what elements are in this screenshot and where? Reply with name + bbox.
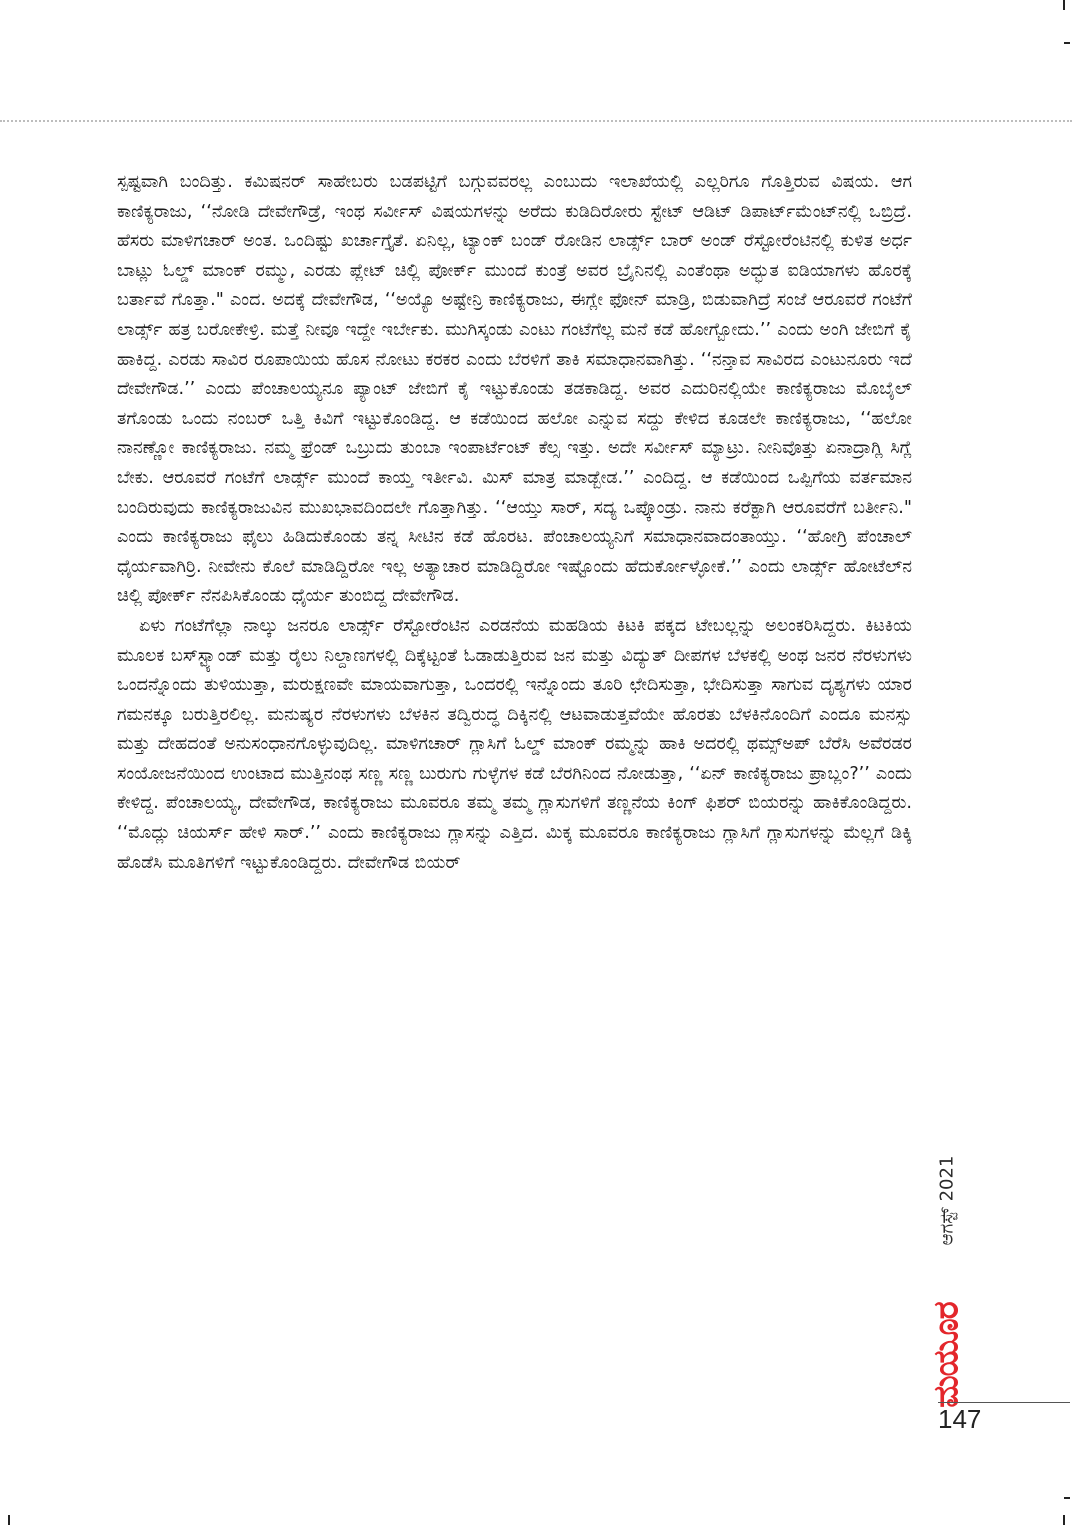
crop-mark-bottom [1063, 1515, 1065, 1525]
crop-mark-top-right [1064, 42, 1070, 44]
page-number: 147 [938, 1404, 982, 1434]
crop-mark-bottom-right [1064, 1497, 1070, 1499]
article-paragraph: ಏಳು ಗಂಟೆಗೆಲ್ಲಾ ನಾಲ್ಕು ಜನರೂ ಲಾರ್ಡ್ಸ್ ರೆಸ್ಟೋರೆಂಟಿನ ಎರಡನೆಯ ಮಹಡಿಯ ಕಿಟಕಿ ಪಕ್ಕದ ಟೇಬಲ್ಲನ್ನು ಅಲಂಕರಿಸಿದ್ದರು. ಕಿಟಕಿಯ ಮೂಲಕ ಬಸ್‌ಸ್ಟ್ಯಾಂಡ್ ಮತ್ತು ರೈಲು ನಿಲ್ದಾಣಗಳಲ್ಲಿ ದಿಕ್ಕೆಟ್ಟಂತೆ ಓಡಾಡುತ್ತಿರುವ ಜನ ಮತ್ತು ವಿದ್ಯುತ್ ದೀಪಗಳ ಬೆಳಕಲ್ಲಿ ಅಂಥ ಜನರ ನೆರಳುಗಳು ಒಂದನ್ನೊಂದು ತುಳಿಯುತ್ತಾ, ಮರುಕ್ಷಣವೇ ಮಾಯವಾಗುತ್ತಾ, ಒಂದರಲ್ಲಿ ಇನ್ನೊಂದು ತೂರಿ ಛೇದಿಸುತ್ತಾ, ಭೇದಿಸುತ್ತಾ ಸಾಗುವ ದೃಶ್ಯಗಳು ಯಾರ ಗಮನಕ್ಕೂ ಬರುತ್ತಿರಲಿಲ್ಲ. ಮನುಷ್ಯರ ನೆರಳುಗಳು ಬೆಳಕಿನ ತದ್ವಿರುದ್ಧ ದಿಕ್ಕಿನಲ್ಲಿ ಆಟವಾಡುತ್ತವೆಯೇ ಹೊರತು ಬೆಳಕಿನೊಂದಿಗೆ ಎಂದೂ ಮನಸ್ಸು ಮತ್ತು ದೇಹದಂತೆ ಅನುಸಂಧಾನಗೊಳ್ಳುವುದಿಲ್ಲ. ಮಾಳಿಗಚಾರ್ ಗ್ಲಾಸಿಗೆ ಓಲ್ಡ್ ಮಾಂಕ್ ರಮ್ಮನ್ನು ಹಾಕಿ ಅದರಲ್ಲಿ ಥಮ್ಸ್‌ಅಪ್ ಬೆರೆಸಿ ಅವೆರಡರ ಸಂಯೋಜನೆಯಿಂದ ಉಂಟಾದ ಮುತ್ತಿನಂಥ ಸಣ್ಣ ಸಣ್ಣ ಬುರುಗು ಗುಳ್ಳೆಗಳ ಕಡೆ ಬೆರಗಿನಿಂದ ನೋಡುತ್ತಾ, ‘‘ಏನ್ ಕಾಣಿಕ್ಯರಾಜು ಪ್ರಾಬ್ಲಂ?’’ ಎಂದು ಕೇಳಿದ್ದ. ಪೆಂಚಾಲಯ್ಯ, ದೇವೇಗೌಡ, ಕಾಣಿಕ್ಯರಾಜು ಮೂವರೂ ತಮ್ಮ ತಮ್ಮ ಗ್ಲಾಸುಗಳಿಗೆ ತಣ್ಣನೆಯ ಕಿಂಗ್ ಫಿಶರ್ ಬಿಯರನ್ನು ಹಾಕಿಕೊಂಡಿದ್ದರು. ‘‘ಮೊದ್ಲು ಚಿಯರ್ಸ್ ಹೇಳಿ ಸಾರ್.’’ ಎಂದು ಕಾಣಿಕ್ಯರಾಜು ಗ್ಲಾಸನ್ನು ಎತ್ತಿದ. ಮಿಕ್ಕ ಮೂವರೂ ಕಾಣಿಕ್ಯರಾಜು ಗ್ಲಾಸಿಗೆ ಗ್ಲಾಸುಗಳನ್ನು ಮೆಲ್ಲಗೆ ಡಿಕ್ಕಿ ಹೊಡೆಸಿ ಮೂತಿಗಳಿಗೆ ಇಟ್ಟುಕೊಂಡಿದ್ದರು. ದೇವೇಗೌಡ ಬಿಯರ್ [117, 615, 912, 873]
page-number-rule [938, 1402, 1070, 1403]
header-dotted-rule [0, 120, 1072, 122]
magazine-logo [922, 1300, 972, 1410]
side-strip [922, 1110, 972, 1410]
issue-date-text: ಆಗಸ್ಟ್ 2021 [936, 1155, 958, 1245]
crop-mark-top [1063, 0, 1065, 10]
article-body [117, 168, 912, 878]
magazine-logo-text: ಮಯೂರ [927, 1302, 967, 1408]
issue-date [922, 1110, 972, 1290]
article-paragraph: ಸ್ಪಷ್ಟವಾಗಿ ಬಂದಿತ್ತು. ಕಮಿಷನರ್ ಸಾಹೇಬರು ಬಡಪಟ್ಟಿಗೆ ಬಗ್ಗುವವರಲ್ಲ ಎಂಬುದು ಇಲಾಖೆಯಲ್ಲಿ ಎಲ್ಲರಿಗೂ ಗೊತ್ತಿರುವ ವಿಷಯ. ಆಗ ಕಾಣಿಕ್ಯರಾಜು, ‘‘ನೋಡಿ ದೇವೇಗೌಡ್ರೆ, ಇಂಥ ಸರ್ವೀಸ್ ವಿಷಯಗಳನ್ನು ಅರೆದು ಕುಡಿದಿರೋರು ಸ್ಟೇಟ್ ಆಡಿಟ್ ಡಿಪಾರ್ಟ್‌ಮೆಂಟ್‌ನಲ್ಲಿ ಒಬ್ರಿದ್ರೆ. ಹೆಸರು ಮಾಳಿಗಚಾರ್ ಅಂತ. ಒಂದಿಷ್ಟು ಖರ್ಚಾಗ್ತೈತೆ. ಏನಿಲ್ಲ, ಟ್ಯಾಂಕ್ ಬಂಡ್ ರೋಡಿನ ಲಾರ್ಡ್ಸ್ ಬಾರ್ ಅಂಡ್ ರೆಸ್ಟೋರೆಂಟಿನಲ್ಲಿ ಕುಳಿತ ಅರ್ಧ ಬಾಟ್ಲು ಓಲ್ಡ್ ಮಾಂಕ್ ರಮ್ಮು, ಎರಡು ಪ್ಲೇಟ್ ಚಿಲ್ಲಿ ಪೋರ್ಕ್ ಮುಂದೆ ಕುಂತ್ರೆ ಅವರ ಬ್ರೈನಿನಲ್ಲಿ ಎಂತೆಂಥಾ ಅದ್ಭುತ ಐಡಿಯಾಗಳು ಹೊರಕ್ಕೆ ಬರ್ತಾವೆ ಗೊತ್ತಾ." ಎಂದ. ಅದಕ್ಕೆ ದೇವೇಗೌಡ, ‘‘ಅಯ್ಯೊ ಅಷ್ಟೇನ್ರಿ ಕಾಣಿಕ್ಯರಾಜು, ಈಗ್ಲೇ ಫೋನ್ ಮಾಡ್ರಿ, ಬಿಡುವಾಗಿದ್ರೆ ಸಂಜೆ ಆರೂವರೆ ಗಂಟೆಗೆ ಲಾರ್ಡ್ಸ್ ಹತ್ರ ಬರೋಕೇಳ್ರಿ. ಮತ್ತೆ ನೀವೂ ಇದ್ದೇ ಇರ್ಬೇಕು. ಮುಗಿಸ್ಕಂಡು ಎಂಟು ಗಂಟೆಗೆಲ್ಲ ಮನೆ ಕಡೆ ಹೋಗ್ಬೋದು.’’ ಎಂದು ಅಂಗಿ ಜೇಬಿಗೆ ಕೈ ಹಾಕಿದ್ದ. ಎರಡು ಸಾವಿರ ರೂಪಾಯಿಯ ಹೊಸ ನೋಟು ಕರಕರ ಎಂದು ಬೆರಳಿಗೆ ತಾಕಿ ಸಮಾಧಾನವಾಗಿತ್ತು. ‘‘ನನ್ತಾವ ಸಾವಿರದ ಎಂಟುನೂರು ಇದೆ ದೇವೇಗೌಡ.’’ ಎಂದು ಪೆಂಚಾಲಯ್ಯನೂ ಪ್ಯಾಂಟ್ ಜೇಬಿಗೆ ಕೈ ಇಟ್ಟುಕೊಂಡು ತಡಕಾಡಿದ್ದ. ಅವರ ಎದುರಿನಲ್ಲಿಯೇ ಕಾಣಿಕ್ಯರಾಜು ಮೊಬೈಲ್ ತಗೊಂಡು ಒಂದು ನಂಬರ್ ಒತ್ತಿ ಕಿವಿಗೆ ಇಟ್ಟುಕೊಂಡಿದ್ದ. ಆ ಕಡೆಯಿಂದ ಹಲೋ ಎನ್ನುವ ಸದ್ದು ಕೇಳಿದ ಕೂಡಲೇ ಕಾಣಿಕ್ಯರಾಜು, ‘‘ಹಲೋ ನಾನಣ್ಣೋ ಕಾಣಿಕ್ಯರಾಜು. ನಮ್ಮ ಫ್ರೆಂಡ್ ಒಬ್ರುದು ತುಂಬಾ ಇಂಪಾರ್ಟೆಂಟ್ ಕೆಲ್ಸ ಇತ್ತು. ಅದೇ ಸರ್ವೀಸ್ ಮ್ಯಾಟ್ರು. ನೀನಿವೊತ್ತು ಏನಾದ್ರಾಗ್ಲಿ ಸಿಗ್ಲೆ ಬೇಕು. ಆರೂವರೆ ಗಂಟೆಗೆ ಲಾರ್ಡ್ಸ್ ಮುಂದೆ ಕಾಯ್ತ ಇರ್ತೀವಿ. ಮಿಸ್ ಮಾತ್ರ ಮಾಡ್ಬೇಡ.’’ ಎಂದಿದ್ದ. ಆ ಕಡೆಯಿಂದ ಒಪ್ಪಿಗೆಯ ವರ್ತಮಾನ ಬಂದಿರುವುದು ಕಾಣಿಕ್ಯರಾಜುವಿನ ಮುಖಭಾವದಿಂದಲೇ ಗೊತ್ತಾಗಿತ್ತು. ‘‘ಆಯ್ತು ಸಾರ್, ಸದ್ಯ ಒಪ್ಕೊಂಡ್ರು. ನಾನು ಕರೆಕ್ಟಾಗಿ ಆರೂವರೆಗೆ ಬರ್ತೀನಿ." ಎಂದು ಕಾಣಿಕ್ಯರಾಜು ಫೈಲು ಹಿಡಿದುಕೊಂಡು ತನ್ನ ಸೀಟಿನ ಕಡೆ ಹೊರಟ. ಪೆಂಚಾಲಯ್ಯನಿಗೆ ಸಮಾಧಾನವಾದಂತಾಯ್ತು. ‘‘ಹೋಗ್ರಿ ಪೆಂಚಾಲ್ ಧೈರ್ಯವಾಗಿರ್ರಿ. ನೀವೇನು ಕೊಲೆ ಮಾಡಿದ್ದಿರೋ ಇಲ್ಲ ಅತ್ಯಾಚಾರ ಮಾಡಿದ್ದಿರೋ ಇಷ್ಟೊಂದು ಹೆದುರ್ಕೋಳ್ಳೋಕೆ.’’ ಎಂದು ಲಾರ್ಡ್ಸ್ ಹೋಟೆಲ್‌ನ ಚಿಲ್ಲಿ ಪೋರ್ಕ್ ನೆನಪಿಸಿಕೊಂಡು ಧೈರ್ಯ ತುಂಬಿದ್ದ ದೇವೇಗೌಡ. [117, 172, 912, 607]
crop-mark-bottom-left [8, 1515, 10, 1525]
